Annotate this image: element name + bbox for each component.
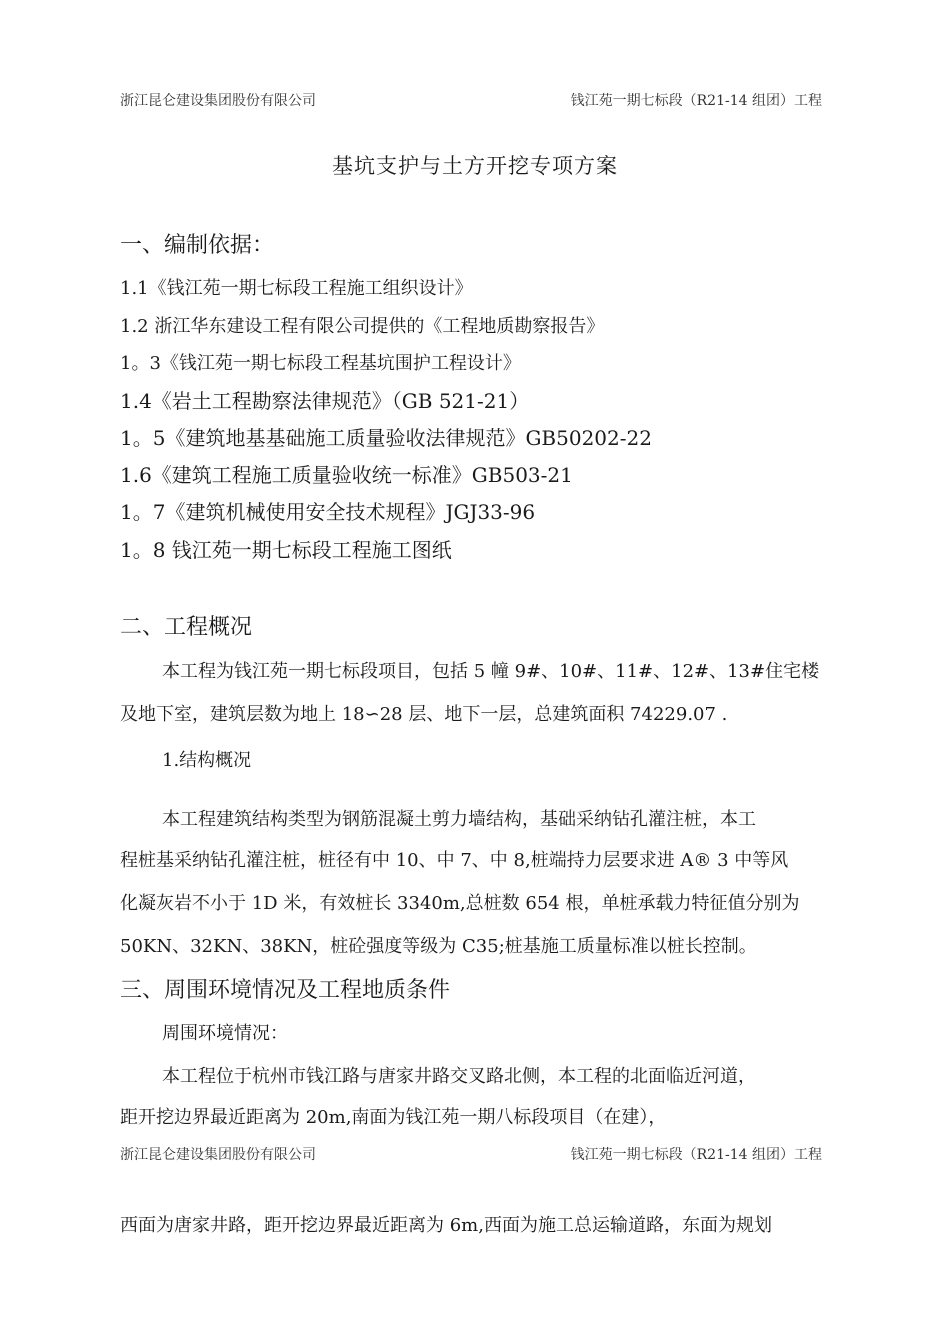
- basis-item-1: 1.1《钱江苑一期七标段工程施工组织设计》: [120, 278, 473, 299]
- structure-subheading: 1.结构概况: [162, 750, 252, 771]
- basis-item-6: 1.6《建筑工程施工质量验收统一标准》GB503-21: [120, 463, 573, 487]
- basis-item-5: 1。5《建筑地基基础施工质量验收法律规范》GB50202-22: [120, 426, 652, 450]
- structure-para-line-2: 程桩基采纳钻孔灌注桩，桩径有中 10、中 7、中 8,桩端持力层要求进 A® 3 中等风: [120, 850, 789, 871]
- environment-para-line-3: 西面为唐家井路，距开挖边界最近距离为 6m,西面为施工总运输道路，东面为规划: [120, 1215, 772, 1236]
- structure-para-line-4: 50KN、32KN、38KN，桩砼强度等级为 C35;桩基施工质量标准以桩长控制。: [120, 936, 757, 957]
- environment-para-line-1: 本工程位于杭州市钱江路与唐家井路交叉路北侧，本工程的北面临近河道，: [162, 1066, 756, 1087]
- basis-item-3: 1。3《钱江苑一期七标段工程基坑围护工程设计》: [120, 353, 521, 374]
- basis-item-2: 1.2 浙江华东建设工程有限公司提供的《工程地质勘察报告》: [120, 316, 605, 337]
- basis-item-8: 1。8 钱江苑一期七标段工程施工图纸: [120, 538, 452, 562]
- overview-para-line-1: 本工程为钱江苑一期七标段项目，包括 5 幢 9#、10#、11#、12#、13#住宅楼: [162, 661, 820, 682]
- overview-para-line-2: 及地下室，建筑层数为地上 18∽28 层、地下一层，总建筑面积 74229.07 .: [120, 704, 728, 725]
- header-company: 浙江昆仑建设集团股份有限公司: [120, 93, 316, 109]
- basis-item-7: 1。7《建筑机械使用安全技术规程》JGJ33-96: [120, 500, 536, 524]
- environment-para-line-2: 距开挖边界最近距离为 20m,南面为钱江苑一期八标段项目（在建），: [120, 1107, 667, 1128]
- header-company-2: 浙江昆仑建设集团股份有限公司: [120, 1147, 316, 1163]
- header-project: 钱江苑一期七标段（R21-14 组团）工程: [570, 93, 822, 109]
- section-1-heading: 一、编制依据：: [120, 233, 275, 258]
- section-2-heading: 二、工程概况: [120, 615, 253, 640]
- header-project-2: 钱江苑一期七标段（R21-14 组团）工程: [570, 1147, 822, 1163]
- structure-para-line-3: 化凝灰岩不小于 1D 米，有效桩长 3340m,总桩数 654 根，单桩承载力特征值分别为: [120, 893, 800, 914]
- document-title: 基坑支护与土方开挖专项方案: [332, 154, 618, 178]
- environment-subheading: 周围环境情况：: [162, 1023, 288, 1044]
- page-header-2: [120, 1144, 822, 1164]
- structure-para-line-1: 本工程建筑结构类型为钢筋混凝土剪力墙结构，基础采纳钻孔灌注桩，本工: [162, 809, 756, 830]
- section-3-heading: 三、周围环境情况及工程地质条件: [120, 978, 451, 1003]
- page-header: [120, 90, 822, 110]
- basis-item-4: 1.4《岩土工程勘察法律规范》（GB 521-21）: [120, 389, 530, 413]
